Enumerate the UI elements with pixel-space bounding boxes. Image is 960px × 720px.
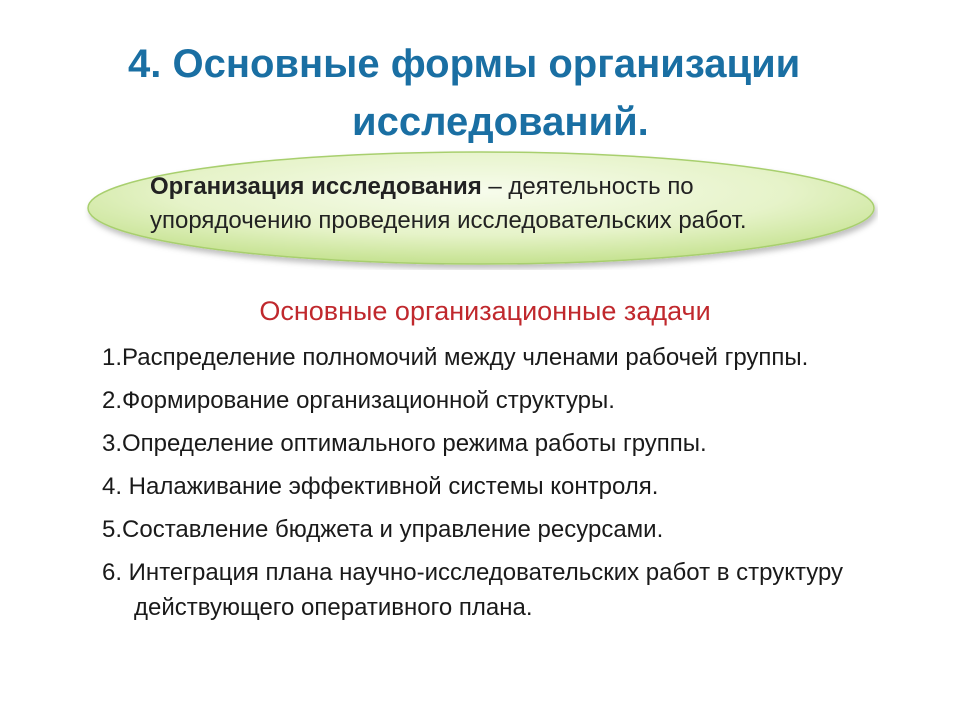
task-item-2: 2.Формирование организационной структуры. xyxy=(102,387,615,414)
task-item-5: 5.Составление бюджета и управление ресурсами. xyxy=(102,516,664,543)
task-item-1: 1.Распределение полномочий между членами рабочей группы. xyxy=(102,344,809,371)
task-item-6: 6. Интеграция плана научно-исследовательских работ в структуру действующего оперативного плана. xyxy=(102,559,844,621)
definition-rest-line-1: – деятельность по xyxy=(481,173,694,200)
definition-rest-line-2: упорядочению проведения исследовательских работ. xyxy=(150,207,747,234)
task-item-4: 4. Налаживание эффективной системы контроля. xyxy=(102,473,659,500)
tasks-subtitle: Основные организационные задачи xyxy=(259,296,711,326)
slide-title-line-2: исследований. xyxy=(352,100,649,144)
tasks-list xyxy=(102,340,862,633)
slide-title-line-1: 4. Основные формы организации xyxy=(128,42,801,86)
task-item-3: 3.Определение оптимального режима работы группы. xyxy=(102,430,707,457)
definition-text xyxy=(150,170,870,238)
definition-term: Организация исследования xyxy=(150,173,482,200)
